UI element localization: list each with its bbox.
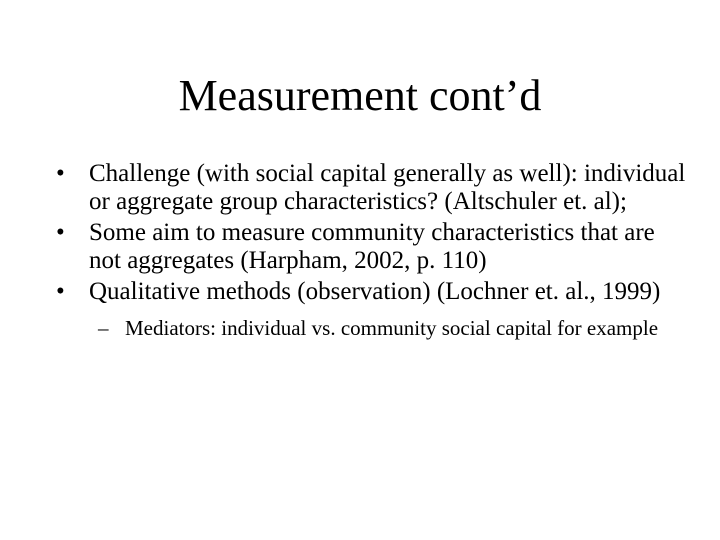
bullet-item (56, 160, 686, 216)
sub-bullet-item (98, 315, 686, 341)
sub-bullet-marker: – (98, 316, 109, 340)
bullet-marker: • (56, 160, 65, 187)
bullet-text: Qualitative methods (observation) (Lochner et. al., 1999) (89, 278, 661, 305)
bullet-item (56, 219, 686, 275)
bullet-marker: • (56, 278, 65, 305)
slide-body (56, 160, 686, 341)
sub-bullet-text: Mediators: individual vs. community social capital for example (125, 316, 659, 340)
slide-title: Measurement cont’d (178, 71, 542, 120)
bullet-text: Some aim to measure community characteristics that are not aggregates (Harpham, 2002, p. 110) (89, 219, 655, 274)
bullet-text: Challenge (with social capital generally as well): individual or aggregate group characteristics? (Altschuler et. al); (89, 160, 686, 215)
bullet-item (56, 278, 686, 306)
bullet-marker: • (56, 219, 65, 246)
